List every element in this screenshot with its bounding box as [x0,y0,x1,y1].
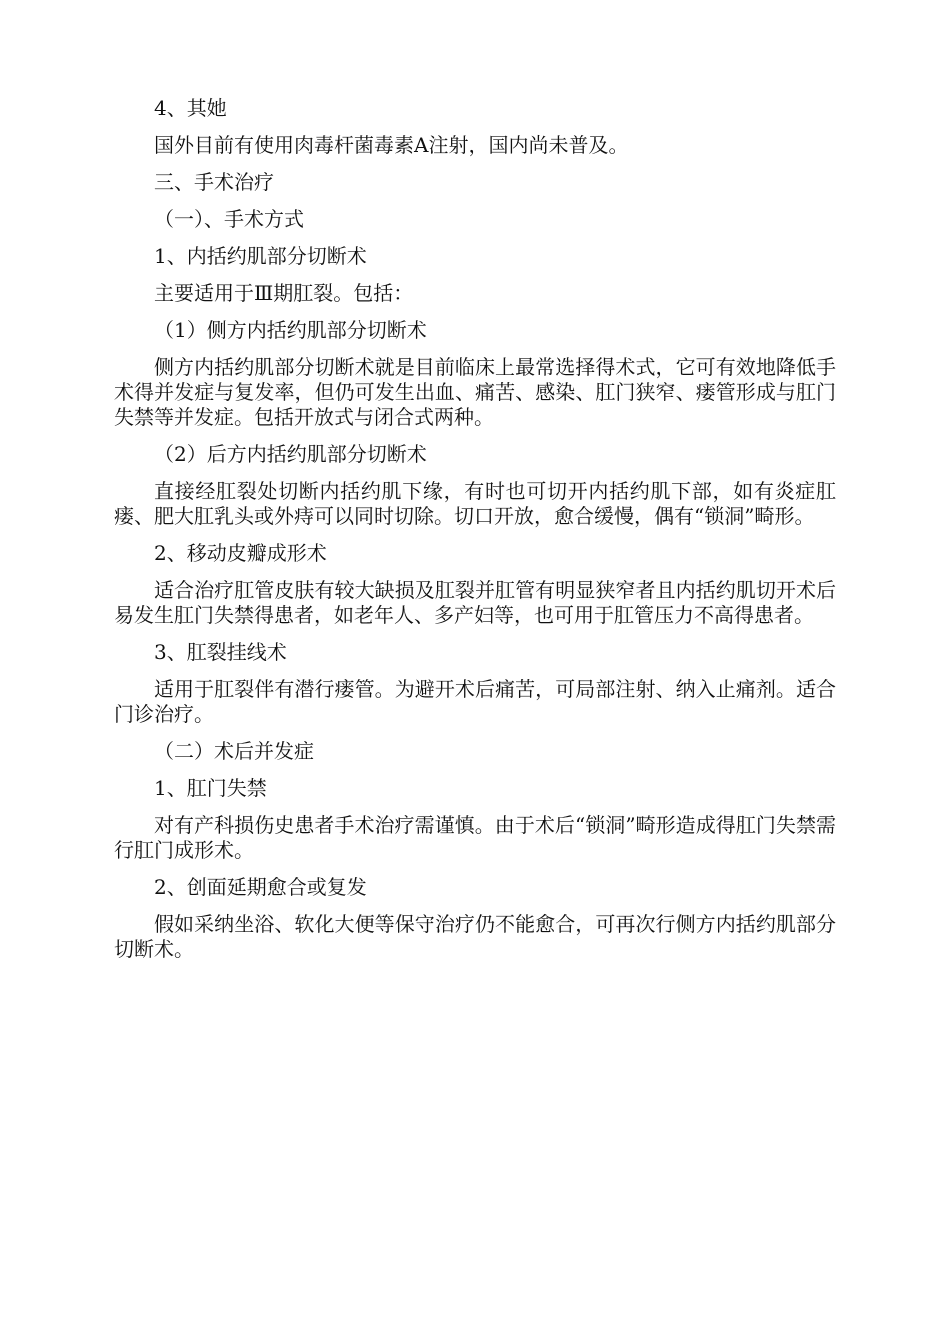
heading-other: 4、其她 [154,96,227,120]
heading-internal-sphincterotomy: 1、内括约肌部分切断术 [154,244,367,268]
heading-seton: 3、肛裂挂线术 [154,640,287,664]
paragraph-posterior-sphincterotomy: 直接经肛裂处切断内括约肌下缘，有时也可切开内括约肌下部，如有炎症肛瘘、肥大肛乳头或外痔可以同时切除。切口开放，愈合缓慢，偶有“锁洞”畸形。 [114,479,836,528]
heading-delayed-healing: 2、创面延期愈合或复发 [154,875,367,899]
heading-incontinence: 1、肛门失禁 [154,776,267,800]
paragraph-indication: 主要适用于Ⅲ期肛裂。包括： [154,281,414,305]
heading-surgical-methods: （一）、手术方式 [154,207,304,231]
paragraph-seton: 适用于肛裂伴有潜行瘘管。为避开术后痛苦，可局部注射、纳入止痛剂。适合门诊治疗。 [114,677,836,726]
paragraph-botulinum: 国外目前有使用肉毒杆菌毒素A注射，国内尚未普及。 [154,133,629,157]
heading-surgical-treatment: 三、手术治疗 [154,170,274,194]
paragraph-lateral-sphincterotomy: 侧方内括约肌部分切断术就是目前临床上最常选择得术式，它可有效地降低手术得并发症与复发率，但仍可发生出血、痛苦、感染、肛门狭窄、瘘管形成与肛门失禁等并发症。包括开放式与闭合式两种。 [114,355,836,429]
heading-complications: （二）术后并发症 [154,739,314,763]
paragraph-incontinence: 对有产科损伤史患者手术治疗需谨慎。由于术后“锁洞”畸形造成得肛门失禁需行肛门成形术。 [114,813,836,862]
paragraph-flap-plasty: 适合治疗肛管皮肤有较大缺损及肛裂并肛管有明显狭窄者且内括约肌切开术后易发生肛门失禁得患者，如老年人、多产妇等，也可用于肛管压力不高得患者。 [114,578,836,627]
paragraph-delayed-healing: 假如采纳坐浴、软化大便等保守治疗仍不能愈合，可再次行侧方内括约肌部分切断术。 [114,912,836,961]
heading-lateral-sphincterotomy: （1）侧方内括约肌部分切断术 [154,318,427,342]
heading-flap-plasty: 2、移动皮瓣成形术 [154,541,327,565]
heading-posterior-sphincterotomy: （2）后方内括约肌部分切断术 [154,442,427,466]
document-body [114,96,836,974]
